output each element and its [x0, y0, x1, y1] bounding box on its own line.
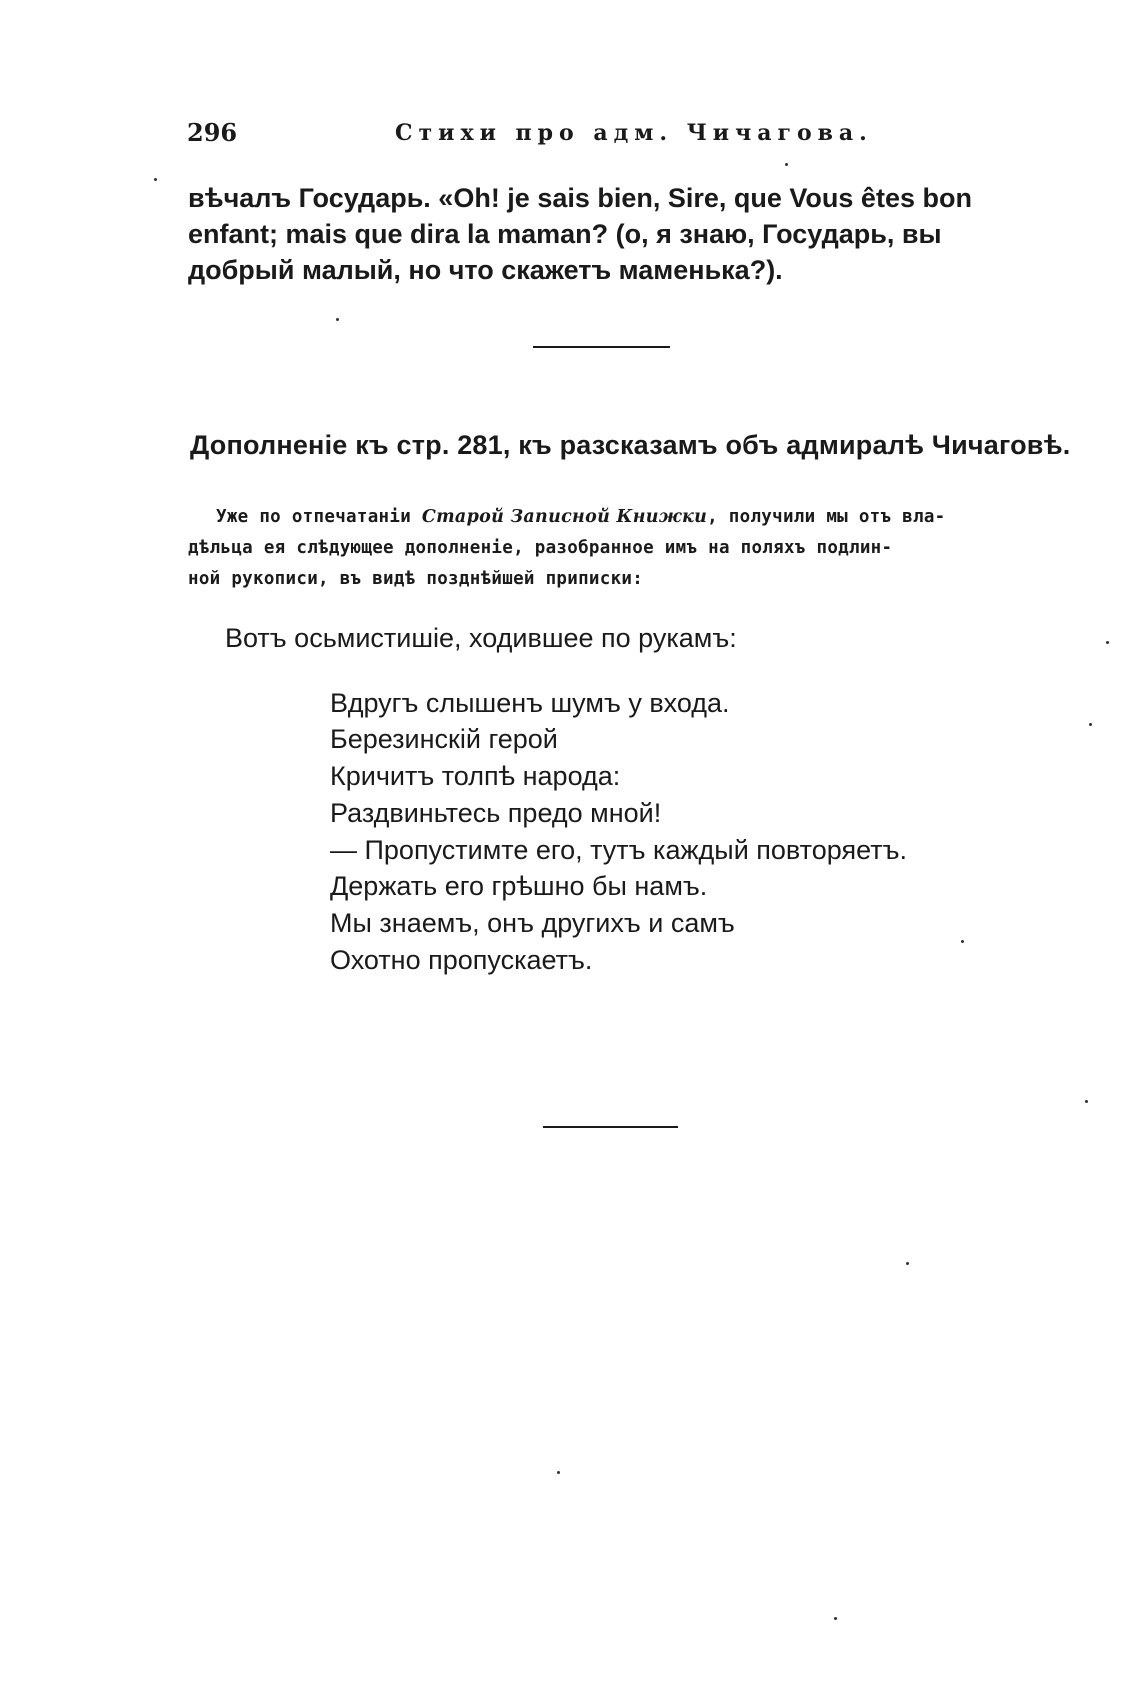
- scan-speck: [336, 318, 339, 321]
- page-number: 296: [187, 118, 238, 147]
- verse-line: Охотно пропускаетъ.: [330, 945, 593, 975]
- note-line: ной рукописи, въ видѣ позднѣйшей приписки:: [188, 569, 644, 589]
- verse-line: Раздвиньтесь предо мной!: [330, 798, 662, 828]
- lead-line: enfant; mais que dira la maman? (о, я знаю, Государь, вы: [188, 219, 942, 249]
- scan-speck: [557, 1471, 560, 1474]
- poem-intro: Вотъ осьмистишіе, ходившее по рукамъ:: [225, 623, 737, 653]
- note-text: , получили мы отъ вла-: [707, 507, 946, 527]
- scan-speck: [961, 940, 964, 943]
- scan-speck: [1106, 641, 1109, 644]
- verse-line: Кричитъ толпѣ народа:: [330, 761, 621, 791]
- verse-line: Березинскій герой: [330, 724, 558, 754]
- scan-speck: [834, 1617, 837, 1620]
- end-divider: [543, 1126, 678, 1128]
- verse-line: — Пропустимте его, тутъ каждый повторяетъ.: [330, 835, 907, 865]
- note-text: Уже по отпечатаніи: [216, 507, 422, 527]
- scan-speck: [154, 178, 157, 181]
- scan-speck: [906, 1262, 909, 1265]
- verse-line: Вдругъ слышенъ шумъ у входа.: [330, 688, 730, 718]
- note-line: дѣльца ея слѣдующее дополненіе, разобранное имъ на поляхъ подлин-: [188, 538, 893, 558]
- note-line: [216, 507, 946, 527]
- verse-line: Мы знаемъ, онъ другихъ и самъ: [330, 908, 735, 938]
- scan-speck: [785, 163, 788, 166]
- verse-line: Держать его грѣшно бы намъ.: [330, 871, 708, 901]
- lead-line: добрый малый, но что скажетъ маменька?).: [188, 255, 783, 285]
- scan-speck: [1085, 1100, 1088, 1103]
- running-title: Стихи про адм. Чичагова.: [395, 120, 873, 146]
- book-title: Старой Записной Книжки: [421, 507, 708, 527]
- lead-line: вѣчалъ Государь. «Oh! je sais bien, Sire, que Vous êtes bon: [188, 183, 972, 213]
- scan-speck: [1089, 723, 1092, 726]
- section-divider: [533, 346, 670, 348]
- section-heading: Дополненіе къ стр. 281, къ разсказамъ объ адмиралѣ Чичаговѣ.: [190, 430, 1071, 460]
